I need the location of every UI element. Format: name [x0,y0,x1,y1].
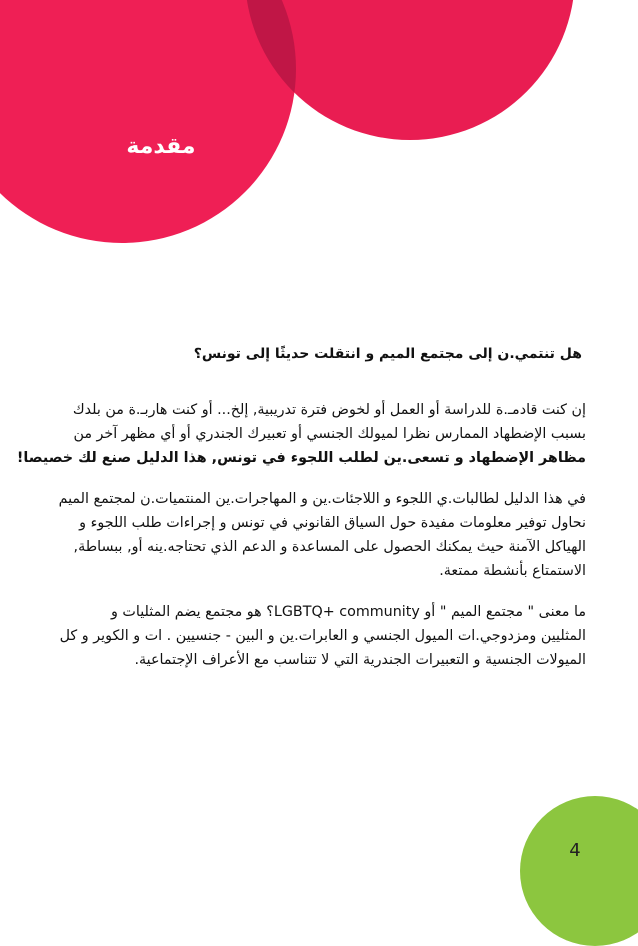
paragraph-line: ما معنى " مجتمع الميم " أو LGBTQ+ community؟ هو مجتمع يضم المثليات و [110,604,586,620]
paragraph-line: الميولات الجنسية و التعبيرات الجندرية التي لا تتناسب مع الأعراف الإجتماعية. [134,652,586,668]
page-number-circle [520,796,638,946]
paragraph-line: الهياكل الآمنة حيث يمكنك الحصول على المساعدة و الدعم الذي تحتاجه.ينه أو, ببساطة, [73,539,586,555]
paragraph-line: مظاهر الإضطهاد و تسعى.ين لطلب اللجوء في تونس, هذا الدليل صنع لك خصيصا! [16,450,586,466]
section-title: مقدمة [126,134,196,159]
paragraph-line: إن كنت قادمـ.ة للدراسة أو العمل أو لخوض فترة تدريبية, إلخ... أو كنت هاربـ.ة من بلدك [72,402,586,418]
paragraph-line: نحاول توفير معلومات مفيدة حول السياق القانوني في تونس و إجراءات طلب اللجوء و [79,515,586,531]
paragraph-line: المثليين ومزدوجي.ات الميول الجنسي و العابرات.ين و البين - جنسيين . ات و الكوير و كل [59,628,586,644]
decorative-circle-main [0,0,296,243]
paragraph-1 [16,398,586,470]
page-number: 4 [569,840,581,861]
paragraph-line: في هذا الدليل لطالبات.ي اللجوء و اللاجئات.ين و المهاجرات.ين المنتميات.ن لمجتمع الميم [58,491,586,507]
paragraph-3 [46,600,586,672]
paragraph-line: الاستمتاع بأنشطة ممتعة. [439,563,586,579]
intro-question: هل تنتمي.ن إلى مجتمع الميم و انتقلت حديثًا إلى تونس؟ [193,346,582,362]
paragraph-2 [46,487,586,583]
paragraph-line: بسبب الإضطهاد الممارس نظرا لميولك الجنسي أو تعبيرك الجندري أو أي مظهر آخر من [73,426,586,442]
